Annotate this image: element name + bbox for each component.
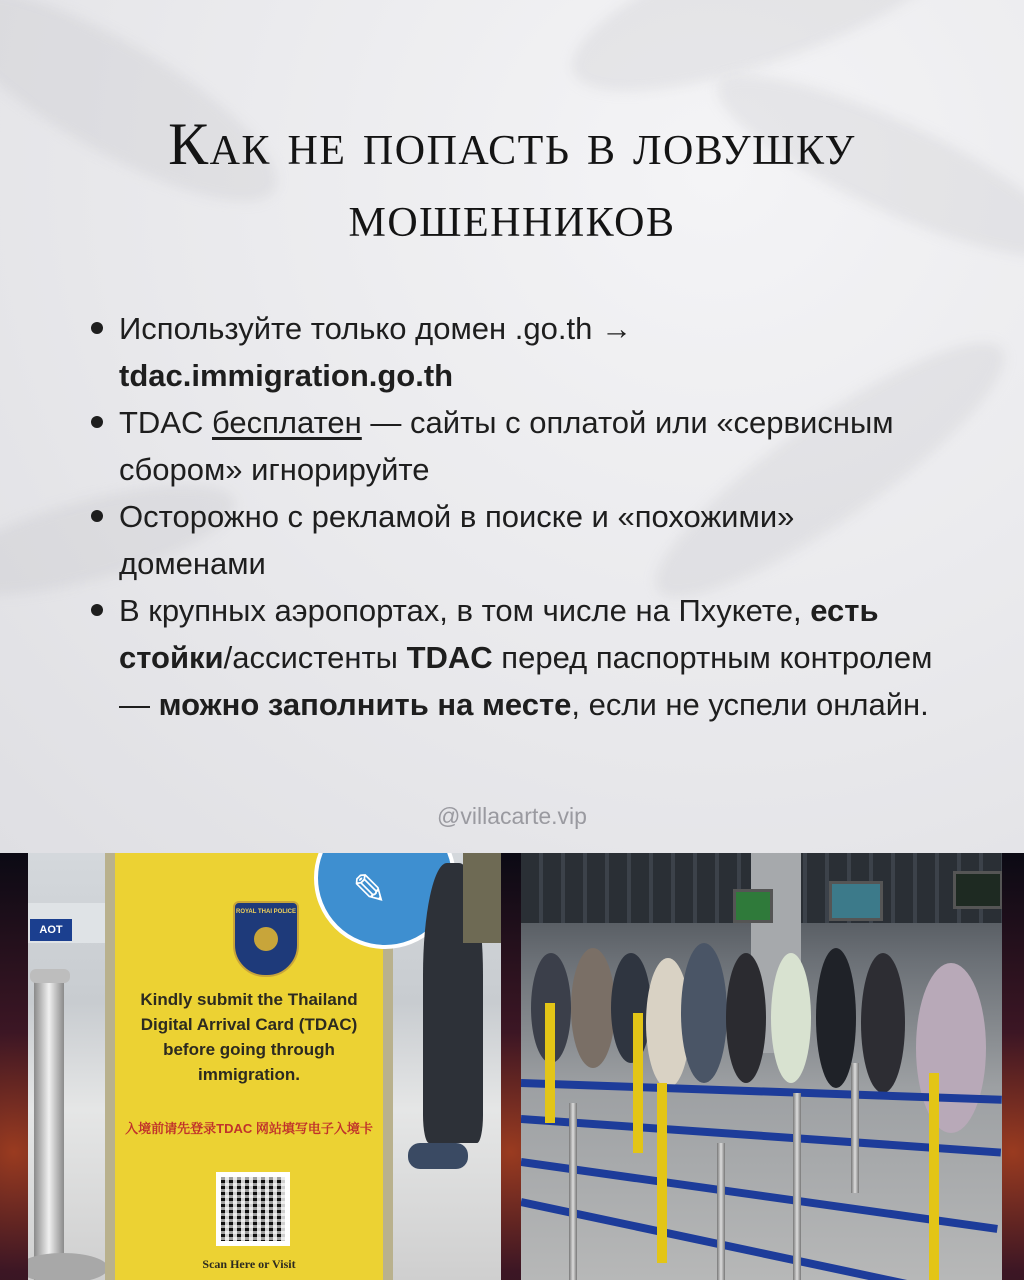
tip-bold: есть стойки bbox=[119, 593, 879, 675]
list-item bbox=[88, 493, 948, 587]
traveler bbox=[726, 953, 766, 1083]
instagram-handle: @villacarte.vip bbox=[437, 803, 587, 829]
traveler bbox=[861, 953, 905, 1093]
form-icon: ✎ bbox=[314, 853, 456, 949]
tip-text: — сайты с оплатой или «сервисным сбором» игнорируйте bbox=[119, 405, 894, 487]
queue-pole bbox=[793, 1093, 801, 1280]
tip-bold: можно заполнить на месте bbox=[158, 687, 572, 722]
info-screen bbox=[733, 889, 773, 923]
stanchion-base bbox=[28, 1253, 108, 1280]
space-border bbox=[501, 853, 521, 1280]
traveler bbox=[816, 948, 856, 1088]
traveler bbox=[916, 963, 986, 1133]
queue-pole bbox=[717, 1143, 725, 1280]
queue-pole bbox=[545, 1003, 555, 1123]
airport-queue-photo bbox=[521, 853, 1002, 1280]
tip-text: TDAC bbox=[119, 405, 212, 440]
tips-list bbox=[88, 305, 948, 728]
tip-text: перед паспортным контролем — bbox=[119, 640, 933, 722]
info-screen bbox=[953, 871, 1002, 909]
bullet-icon bbox=[91, 510, 103, 522]
queue-tape bbox=[521, 1198, 992, 1280]
tip-bold: TDAC bbox=[406, 640, 493, 675]
tdac-sign-photo bbox=[28, 853, 501, 1280]
bullet-icon bbox=[91, 322, 103, 334]
sign-scan-text: Scan Here or Visit bbox=[202, 1257, 296, 1271]
info-screen bbox=[829, 881, 883, 921]
badge-text: ROYAL THAI POLICE bbox=[235, 909, 296, 915]
tip-text: Используйте только домен .go.th → bbox=[119, 311, 632, 346]
queue-pole bbox=[657, 1083, 667, 1263]
qr-code-icon bbox=[216, 1172, 290, 1246]
list-item bbox=[88, 399, 948, 493]
queue-pole bbox=[633, 1013, 643, 1153]
queue-pole bbox=[851, 1063, 859, 1193]
shoe bbox=[408, 1143, 468, 1169]
queue-pole bbox=[929, 1073, 939, 1280]
traveler bbox=[571, 948, 615, 1068]
person-bag bbox=[463, 853, 501, 943]
stanchion-pole bbox=[34, 975, 64, 1280]
traveler bbox=[771, 953, 811, 1083]
page-title: Как не попасть в ловушку мошенников bbox=[168, 111, 856, 249]
aot-logo: AOT bbox=[30, 919, 72, 941]
sign-text: Kindly submit the Thailand Digital Arrival Card (TDAC) before going through immigration. bbox=[140, 990, 358, 1084]
queue-tape bbox=[521, 1158, 998, 1233]
queue-pole bbox=[569, 1103, 577, 1280]
sign-chinese-text: 入境前请先登录TDAC 网站填写电子入境卡 bbox=[125, 1121, 373, 1136]
tip-text: В крупных аэропортах, в том числе на Пхукете, bbox=[119, 593, 811, 628]
bullet-icon bbox=[91, 416, 103, 428]
list-item bbox=[88, 587, 948, 728]
tip-text: , если не успели онлайн. bbox=[571, 687, 929, 722]
list-item bbox=[88, 305, 948, 399]
stanchion-top bbox=[30, 969, 70, 983]
tip-underlined: бесплатен bbox=[212, 405, 362, 440]
tip-domain: tdac.immigration.go.th bbox=[119, 358, 454, 393]
traveler bbox=[681, 943, 727, 1083]
space-border bbox=[0, 853, 28, 1280]
police-badge-icon bbox=[233, 901, 299, 977]
photo-strip bbox=[0, 853, 1024, 1280]
tip-text: Осторожно с рекламой в поиске и «похожими» доменами bbox=[119, 499, 795, 581]
tip-text: /ассистенты bbox=[223, 640, 407, 675]
traveler bbox=[611, 953, 651, 1063]
bullet-icon bbox=[91, 604, 103, 616]
space-border bbox=[1002, 853, 1024, 1280]
